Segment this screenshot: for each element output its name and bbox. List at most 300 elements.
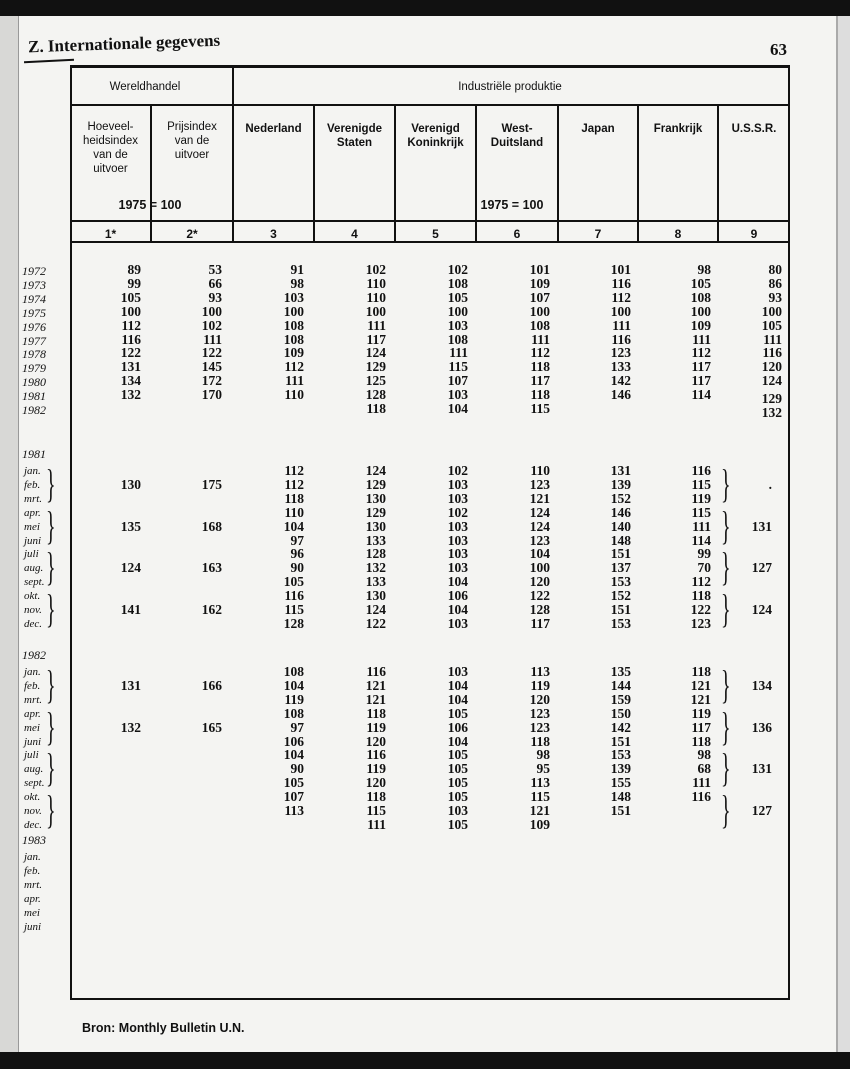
table-cell: 117 — [691, 359, 711, 375]
table-cell: 105 — [283, 574, 304, 590]
column-header: West- Duitsland — [490, 123, 544, 149]
table-cell: 112 — [691, 574, 711, 590]
group-header-industriele-produktie: Industriële produktie — [458, 81, 562, 93]
column-header: Hoeveel- heidsindex van de uitvoer — [83, 121, 138, 175]
table-cell: 128 — [365, 387, 386, 403]
table-cell: 110 — [284, 504, 304, 520]
table-cell: 106 — [447, 719, 468, 735]
quarter-brace-icon: } — [721, 460, 731, 506]
table-cell: 150 — [610, 705, 631, 721]
table-cell: 118 — [366, 789, 386, 805]
table-cell: 116 — [762, 345, 782, 361]
table-cell: 108 — [529, 317, 550, 333]
month-brace-icon: } — [46, 787, 56, 832]
row-month-label: sept. — [24, 576, 45, 589]
table-cell: 148 — [610, 532, 631, 548]
table-cell: 123 — [690, 615, 711, 631]
table-cell: 123 — [529, 476, 550, 492]
table-cell: 151 — [610, 803, 631, 818]
table-cell: 104 — [447, 401, 468, 416]
row-month-label: feb. — [24, 478, 41, 491]
table-cell: 118 — [530, 359, 550, 375]
table-cell: 116 — [691, 789, 711, 805]
month-brace-icon: } — [46, 661, 56, 707]
block-year-label: 1982 — [22, 648, 46, 662]
row-month-label: jan. — [24, 465, 41, 477]
table-cell: 120 — [761, 359, 782, 375]
table-cell: 108 — [690, 289, 711, 305]
table-cell: 100 — [761, 303, 782, 319]
table-cell: 142 — [610, 373, 631, 389]
table-cell: 111 — [692, 331, 711, 347]
table-cell: 151 — [610, 733, 631, 749]
table-cell: 124 — [120, 560, 141, 576]
table-cell: 100 — [529, 303, 550, 319]
table-cell: 113 — [530, 664, 550, 679]
table-cell: 129 — [365, 476, 386, 492]
table-cell: 166 — [201, 677, 222, 693]
table-cell: 120 — [529, 574, 550, 590]
table-cell: 104 — [529, 546, 550, 562]
table-cell: 130 — [365, 518, 386, 534]
table-cell: 113 — [530, 775, 550, 791]
column-header: U.S.S.R. — [731, 123, 777, 135]
table-cell: 86 — [768, 275, 782, 291]
table-cell: 112 — [284, 463, 304, 478]
block-year-label: 1981 — [22, 447, 46, 461]
column-number: 8 — [674, 227, 682, 241]
table-cell: 108 — [283, 705, 304, 721]
table-cell: 103 — [447, 560, 468, 576]
table-cell: 139 — [610, 761, 631, 777]
table-cell: 135 — [120, 518, 141, 534]
table-cell: 102 — [365, 262, 386, 277]
table-cell: 120 — [529, 691, 550, 707]
column-number: 1* — [104, 227, 117, 241]
table-cell: 135 — [610, 664, 631, 679]
month-brace-icon: } — [46, 544, 56, 590]
table-cell: 106 — [447, 588, 468, 604]
row-year-label: 1978 — [22, 347, 46, 362]
table-cell: 141 — [120, 602, 141, 617]
table-cell: 104 — [447, 691, 468, 707]
table-cell: 93 — [768, 289, 782, 305]
table-cell: 53 — [208, 262, 222, 277]
column-header: Verenigde Staten — [327, 123, 382, 149]
table-cell: 109 — [529, 816, 550, 832]
row-month-label: aug. — [24, 562, 44, 575]
table-cell: 116 — [611, 331, 631, 347]
table-cell: 105 — [447, 775, 468, 791]
table-cell: 104 — [447, 574, 468, 590]
table-cell: 151 — [610, 546, 631, 562]
table-cell: 96 — [290, 546, 304, 562]
table-cell: 89 — [127, 262, 141, 277]
table-cell: 117 — [530, 373, 550, 389]
table-cell: 122 — [365, 615, 386, 631]
table-cell: 100 — [365, 303, 386, 319]
row-month-label: juni — [24, 534, 42, 547]
table-cell: 133 — [365, 532, 386, 548]
table-cell: 108 — [283, 317, 304, 333]
column-number: 4 — [351, 227, 358, 241]
table-cell: 113 — [284, 803, 304, 818]
table-cell: 153 — [610, 747, 631, 763]
row-month-label: juni — [24, 735, 42, 748]
table-cell: 91 — [290, 262, 304, 277]
table-cell: 118 — [530, 733, 550, 749]
table-cell: 115 — [366, 803, 386, 818]
table-cell: 116 — [366, 747, 386, 763]
row-year-label: 1974 — [22, 291, 46, 306]
table-cell: 172 — [201, 373, 222, 389]
table-cell: 114 — [691, 532, 711, 548]
row-month-label: apr. — [24, 707, 41, 720]
table-cell: 105 — [447, 789, 468, 805]
row-month-label: juni — [24, 920, 42, 933]
table-cell: 97 — [290, 532, 304, 548]
table-cell: 102 — [447, 463, 468, 478]
column-number: 3 — [270, 227, 277, 241]
table-cell: 124 — [365, 345, 386, 361]
table-cell: 153 — [610, 574, 631, 590]
base-year-label: 1975 = 100 — [118, 198, 182, 212]
row-year-label: 1981 — [22, 389, 46, 404]
table-cell: 117 — [366, 331, 386, 347]
column-number: 2* — [186, 227, 198, 241]
table-cell: 121 — [529, 490, 550, 506]
table-cell: 120 — [365, 733, 386, 749]
title-underline — [24, 59, 74, 64]
table-cell: 128 — [529, 602, 550, 617]
table-cell: 103 — [447, 490, 468, 506]
row-year-label: 1977 — [22, 333, 46, 348]
table-cell: 132 — [120, 387, 141, 403]
table-cell: 100 — [447, 303, 468, 319]
table-cell: 116 — [121, 331, 141, 347]
table-cell: 124 — [365, 463, 386, 478]
table-cell: 116 — [366, 664, 386, 679]
table-cell: 100 — [283, 303, 304, 319]
quarter-brace-icon: } — [721, 544, 731, 590]
column-number: 9 — [750, 227, 758, 241]
table-cell: 129 — [761, 391, 782, 407]
table-cell: 122 — [529, 588, 550, 604]
row-month-label: aug. — [24, 763, 44, 776]
table-cell: 104 — [283, 677, 304, 693]
table-cell: 104 — [283, 518, 304, 534]
table-cell: 129 — [365, 504, 386, 520]
table-cell: 103 — [447, 615, 468, 631]
table-cell: 121 — [690, 691, 711, 707]
table-cell: 119 — [366, 719, 386, 735]
table-cell: 105 — [447, 289, 468, 305]
table-cell: 108 — [283, 664, 304, 679]
table-cell: 98 — [290, 275, 304, 291]
table-cell: 105 — [447, 761, 468, 777]
table-cell: 130 — [365, 588, 386, 604]
table-cell: 131 — [120, 359, 141, 375]
quarter-brace-icon: } — [721, 745, 731, 791]
table-cell: 124 — [365, 602, 386, 617]
row-year-label: 1980 — [22, 375, 46, 390]
table-cell: 175 — [201, 476, 222, 492]
table-cell: 144 — [610, 677, 631, 693]
table-cell: 110 — [284, 387, 304, 403]
row-month-label: okt. — [24, 791, 41, 804]
table-cell: 134 — [120, 373, 141, 389]
table-cell: 80 — [768, 262, 782, 277]
table-cell: 104 — [447, 733, 468, 749]
table-cell: 111 — [692, 775, 711, 791]
table-cell: 116 — [611, 275, 631, 291]
table-cell: 100 — [529, 560, 550, 576]
table-cell: 128 — [365, 546, 386, 562]
table-cell: 117 — [691, 373, 711, 389]
table-cell: 120 — [365, 775, 386, 791]
table-cell: 90 — [290, 761, 304, 777]
table-cell: 105 — [283, 775, 304, 791]
table-cell: 111 — [692, 518, 711, 534]
table-cell: 100 — [610, 303, 631, 319]
table-cell: 103 — [447, 664, 468, 679]
table-cell: 105 — [761, 317, 782, 333]
table-cell: 101 — [529, 262, 550, 277]
column-number: 5 — [432, 227, 439, 241]
month-brace-icon: } — [46, 460, 56, 506]
row-month-label: mrt. — [24, 693, 43, 706]
table-cell: 99 — [127, 275, 141, 291]
table-cell: 115 — [530, 789, 550, 805]
table-cell: 133 — [365, 574, 386, 590]
table-cell: 112 — [284, 359, 304, 375]
table-cell: 163 — [201, 560, 222, 576]
table-cell: 108 — [447, 275, 468, 291]
table-cell: 103 — [447, 532, 468, 548]
base-year-label: 1975 = 100 — [480, 198, 544, 212]
table-cell: 107 — [529, 289, 550, 305]
table-cell: 105 — [120, 289, 141, 305]
month-brace-icon: } — [46, 502, 56, 548]
table-cell: 104 — [447, 677, 468, 693]
table-cell: 105 — [447, 816, 468, 832]
table-cell: 111 — [449, 345, 468, 361]
table-cell: 133 — [610, 359, 631, 375]
quarter-value: 134 — [751, 677, 772, 693]
table-cell: 115 — [448, 359, 468, 375]
table-cell: 108 — [447, 331, 468, 347]
table-cell: 101 — [610, 262, 631, 277]
table-cell: 122 — [120, 345, 141, 361]
table-cell: 103 — [447, 546, 468, 562]
table-cell: 112 — [691, 345, 711, 361]
table-cell: 100 — [120, 303, 141, 319]
row-year-label: 1979 — [22, 361, 46, 376]
table-cell: 112 — [284, 476, 304, 492]
table-cell: 151 — [610, 602, 631, 617]
table-cell: 111 — [285, 373, 304, 389]
table-cell: 98 — [697, 262, 711, 277]
table-cell: 116 — [284, 588, 304, 604]
table-cell: 114 — [691, 387, 711, 403]
table-cell: 130 — [120, 476, 141, 492]
header-divider — [70, 104, 790, 106]
quarter-value: 136 — [751, 719, 772, 735]
table-cell: 111 — [531, 331, 550, 347]
table-cell: 103 — [447, 803, 468, 818]
table-cell: 105 — [447, 705, 468, 721]
group-header-wereldhandel: Wereldhandel — [109, 81, 181, 93]
column-number: 7 — [594, 227, 602, 241]
quarter-value: 127 — [751, 560, 772, 576]
table-cell: 102 — [447, 262, 468, 277]
scan-bottom-border — [0, 1052, 850, 1069]
table-cell: 159 — [610, 691, 631, 707]
row-year-label: 1982 — [22, 403, 46, 417]
table-cell: 128 — [283, 615, 304, 631]
month-brace-icon: } — [46, 586, 56, 631]
row-month-label: jan. — [24, 666, 41, 678]
table-cell: 99 — [697, 546, 711, 562]
quarter-brace-icon: } — [721, 502, 731, 548]
row-month-label: nov. — [24, 805, 42, 817]
table-cell: 112 — [611, 289, 631, 305]
row-month-label: sept. — [24, 777, 45, 790]
row-month-label: feb. — [24, 679, 41, 692]
table-cell: 119 — [691, 705, 711, 721]
table-cell: 118 — [366, 401, 386, 416]
table-cell: 70 — [697, 560, 711, 576]
table-cell: 123 — [610, 345, 631, 361]
table-cell: 105 — [447, 747, 468, 763]
table-cell: 132 — [761, 405, 782, 420]
table-cell: 103 — [283, 289, 304, 305]
table-cell: 110 — [366, 289, 386, 305]
table-cell: 103 — [447, 518, 468, 534]
table-cell: 119 — [691, 490, 711, 506]
row-month-label: juli — [24, 548, 39, 561]
table-cell: 102 — [447, 504, 468, 520]
table-cell: 152 — [610, 588, 631, 604]
table-cell: 115 — [691, 504, 711, 520]
table-cell: 124 — [761, 373, 782, 389]
table-cell: 132 — [120, 719, 141, 735]
table-cell: 123 — [529, 719, 550, 735]
row-year-label: 1975 — [22, 305, 46, 320]
table-cell: 170 — [201, 387, 222, 403]
quarter-value: 124 — [751, 602, 772, 617]
row-month-label: mrt. — [24, 878, 43, 891]
table-cell: 100 — [201, 303, 222, 319]
row-month-label: dec. — [24, 617, 43, 630]
table-cell: 107 — [447, 373, 468, 389]
table-cell: 122 — [690, 602, 711, 617]
quarter-value: . — [768, 476, 772, 492]
table-cell: 112 — [530, 345, 550, 361]
table-cell: 146 — [610, 387, 631, 403]
row-month-label: feb. — [24, 864, 41, 877]
table-cell: 109 — [690, 317, 711, 333]
table-cell: 105 — [690, 275, 711, 291]
table-cell: 121 — [529, 803, 550, 818]
table-cell: 119 — [366, 761, 386, 777]
table-cell: 132 — [365, 560, 386, 576]
table-cell: 104 — [283, 747, 304, 763]
table-cell: 121 — [365, 691, 386, 707]
table-cell: 122 — [201, 345, 222, 361]
table-cell: 110 — [530, 463, 550, 478]
table-cell: 104 — [447, 602, 468, 617]
row-month-label: jan. — [24, 851, 41, 863]
table-cell: 111 — [367, 317, 386, 333]
next-page-edge — [836, 16, 850, 1052]
table-cell: 95 — [536, 761, 550, 777]
row-month-label: mei — [24, 721, 40, 734]
table-cell: 123 — [529, 705, 550, 721]
table-cell: 124 — [529, 518, 550, 534]
page-number: 63 — [770, 40, 787, 59]
table-cell: 118 — [366, 705, 386, 721]
table-cell: 98 — [536, 747, 550, 763]
table-cell: 118 — [691, 733, 711, 749]
row-month-label: mei — [24, 906, 40, 919]
quarter-brace-icon: } — [721, 661, 731, 707]
quarter-value: 131 — [751, 761, 772, 777]
table-cell: 131 — [610, 463, 631, 478]
table-cell: 111 — [203, 331, 222, 347]
table-cell: 90 — [290, 560, 304, 576]
table-cell: 119 — [530, 677, 550, 693]
month-brace-icon: } — [46, 703, 56, 749]
table-cell: 115 — [691, 476, 711, 492]
row-year-label: 1976 — [22, 319, 46, 334]
table-cell: 115 — [530, 401, 550, 416]
row-month-label: dec. — [24, 818, 43, 831]
table-cell: 131 — [120, 677, 141, 693]
row-month-label: juli — [24, 749, 39, 762]
table-cell: 109 — [529, 275, 550, 291]
table-cell: 121 — [690, 677, 711, 693]
month-brace-icon: } — [46, 745, 56, 791]
scan-top-border — [0, 0, 850, 16]
column-number: 6 — [513, 227, 521, 241]
table-cell: 110 — [366, 275, 386, 291]
column-header: Verenigd Koninkrijk — [407, 123, 464, 149]
table-cell: 118 — [284, 490, 304, 506]
table-cell: 68 — [697, 761, 711, 777]
table-cell: 121 — [365, 677, 386, 693]
table-cell: 124 — [529, 504, 550, 520]
table-cell: 152 — [610, 490, 631, 506]
table-cell: 103 — [447, 476, 468, 492]
row-year-label: 1972 — [22, 264, 46, 278]
table-cell: 139 — [610, 476, 631, 492]
table-cell: 66 — [208, 275, 222, 291]
quarter-value: 127 — [751, 803, 772, 818]
table-cell: 168 — [201, 518, 222, 534]
table-cell: 118 — [691, 588, 711, 604]
source-note: Bron: Monthly Bulletin U.N. — [82, 1021, 245, 1035]
quarter-brace-icon: } — [721, 586, 731, 631]
block-year-label: 1983 — [22, 833, 46, 847]
table-cell: 130 — [365, 490, 386, 506]
row-month-label: okt. — [24, 590, 41, 603]
column-header: Frankrijk — [653, 123, 703, 135]
table-cell: 111 — [367, 816, 386, 832]
table-cell: 118 — [530, 387, 550, 403]
header-divider — [70, 220, 790, 222]
table-cell: 116 — [691, 463, 711, 478]
